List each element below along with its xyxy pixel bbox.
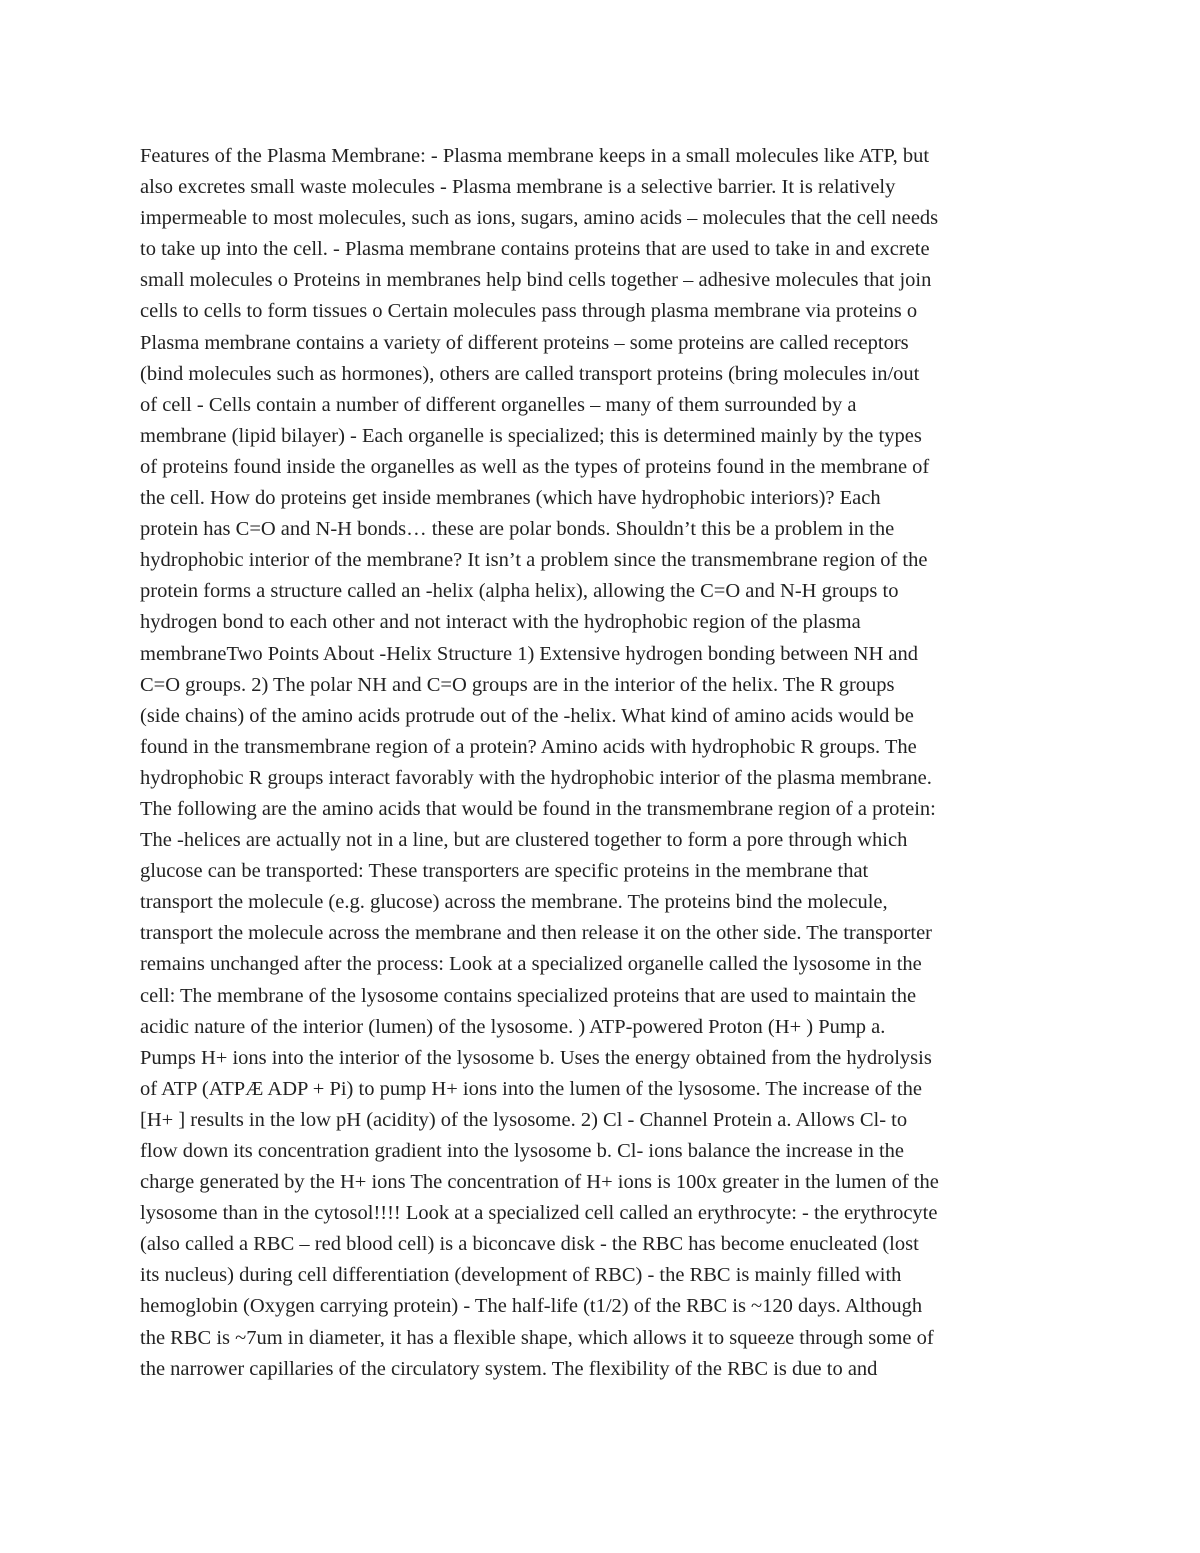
text-line: found in the transmembrane region of a protein? Amino acids with hydrophobic R groups. The (140, 735, 917, 758)
body-text (140, 141, 1070, 1385)
text-line: (also called a RBC – red blood cell) is a biconcave disk - the RBC has become enucleated (lost (140, 1233, 919, 1256)
text-line: to take up into the cell. - Plasma membrane contains proteins that are used to take in and excrete (140, 238, 930, 261)
text-line: The following are the amino acids that would be found in the transmembrane region of a protein: (140, 797, 936, 820)
text-line: membrane (lipid bilayer) - Each organelle is specialized; this is determined mainly by the types (140, 424, 922, 447)
text-line: glucose can be transported: These transporters are specific proteins in the membrane that (140, 860, 869, 883)
text-line: of cell - Cells contain a number of different organelles – many of them surrounded by a (140, 393, 857, 416)
text-line: Pumps H+ ions into the interior of the lysosome b. Uses the energy obtained from the hydrolysis (140, 1046, 932, 1069)
text-line: of ATP (ATPÆ ADP + Pi) to pump H+ ions into the lumen of the lysosome. The increase of the (140, 1077, 922, 1100)
text-line: also excretes small waste molecules - Plasma membrane is a selective barrier. It is relatively (140, 176, 896, 199)
text-line: (side chains) of the amino acids protrude out of the -helix. What kind of amino acids would be (140, 704, 914, 727)
text-line: transport the molecule (e.g. glucose) across the membrane. The proteins bind the molecule, (140, 891, 888, 914)
text-line: hydrophobic interior of the membrane? It isn’t a problem since the transmembrane region of the (140, 549, 928, 572)
text-line: membraneTwo Points About -Helix Structure 1) Extensive hydrogen bonding between NH and (140, 642, 918, 665)
text-line: hemoglobin (Oxygen carrying protein) - The half-life (t1/2) of the RBC is ~120 days. Although (140, 1295, 923, 1318)
text-line: C=O groups. 2) The polar NH and C=O groups are in the interior of the helix. The R groups (140, 673, 895, 696)
text-line: its nucleus) during cell differentiation (development of RBC) - the RBC is mainly filled with (140, 1264, 902, 1287)
text-line: the RBC is ~7um in diameter, it has a flexible shape, which allows it to squeeze through some of (140, 1326, 934, 1349)
text-line: protein forms a structure called an -helix (alpha helix), allowing the C=O and N-H groups to (140, 580, 899, 603)
text-line: hydrogen bond to each other and not interact with the hydrophobic region of the plasma (140, 611, 861, 634)
text-line: Plasma membrane contains a variety of different proteins – some proteins are called receptors (140, 331, 909, 354)
text-line: protein has C=O and N-H bonds… these are polar bonds. Shouldn’t this be a problem in the (140, 518, 895, 541)
text-line: hydrophobic R groups interact favorably with the hydrophobic interior of the plasma membrane. (140, 766, 932, 789)
text-line: charge generated by the H+ ions The concentration of H+ ions is 100x greater in the lumen of the (140, 1171, 939, 1194)
text-line: The -helices are actually not in a line, but are clustered together to form a pore through which (140, 829, 908, 852)
text-line: cell: The membrane of the lysosome contains specialized proteins that are used to maintain the (140, 984, 917, 1007)
text-line: Features of the Plasma Membrane: - Plasma membrane keeps in a small molecules like ATP, but (140, 145, 930, 167)
text-line: transport the molecule across the membrane and then release it on the other side. The transporter (140, 922, 933, 945)
text-line: lysosome than in the cytosol!!!! Look at a specialized cell called an erythrocyte: - the erythrocyte (140, 1202, 938, 1225)
text-line: impermeable to most molecules, such as ions, sugars, amino acids – molecules that the cell needs (140, 207, 939, 230)
text-line: the narrower capillaries of the circulatory system. The flexibility of the RBC is due to and (140, 1357, 878, 1380)
text-line: [H+ ] results in the low pH (acidity) of the lysosome. 2) Cl - Channel Protein a. Allows Cl- to (140, 1108, 908, 1131)
text-line: acidic nature of the interior (lumen) of the lysosome. ) ATP-powered Proton (H+ ) Pump a. (140, 1015, 886, 1038)
text-line: the cell. How do proteins get inside membranes (which have hydrophobic interiors)? Each (140, 487, 881, 510)
text-line: small molecules o Proteins in membranes help bind cells together – adhesive molecules that join (140, 269, 932, 292)
text-line: (bind molecules such as hormones), others are called transport proteins (bring molecules in/out (140, 362, 920, 385)
text-line: of proteins found inside the organelles as well as the types of proteins found in the membrane of (140, 455, 930, 478)
text-line: cells to cells to form tissues o Certain molecules pass through plasma membrane via proteins o (140, 300, 918, 323)
text-line: remains unchanged after the process: Look at a specialized organelle called the lysosome in the (140, 953, 922, 976)
text-line: flow down its concentration gradient into the lysosome b. Cl- ions balance the increase in the (140, 1140, 904, 1162)
